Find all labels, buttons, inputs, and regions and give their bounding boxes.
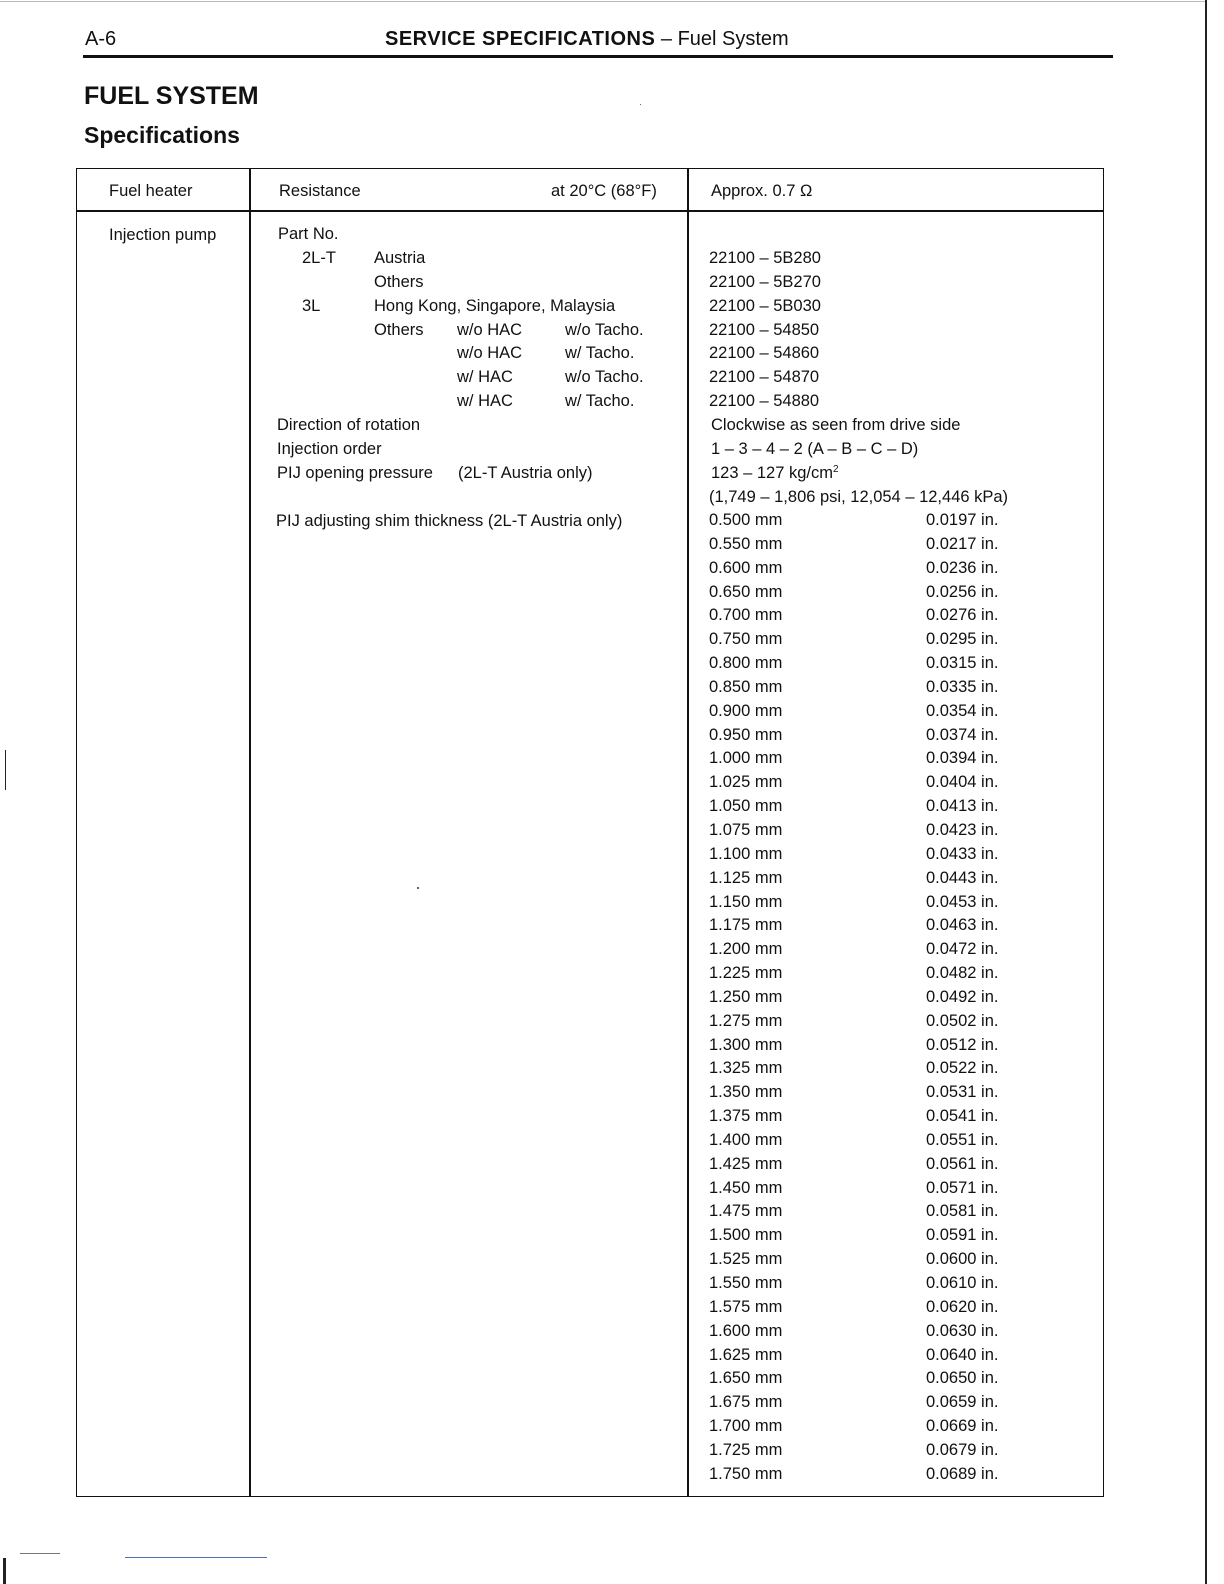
- shim-row: [709, 1106, 1029, 1130]
- shim-mm: 1.275 mm: [709, 1011, 783, 1030]
- shim-mm: 0.550 mm: [709, 534, 783, 553]
- scan-mark: [3, 1558, 6, 1584]
- shim-thickness-label: PIJ adjusting shim thickness (2L-T Austria only): [276, 512, 623, 530]
- shim-mm: 1.475 mm: [709, 1202, 783, 1221]
- shim-mm: 1.750 mm: [709, 1464, 783, 1483]
- hac-option: w/ HAC: [457, 392, 513, 410]
- pij-pressure-alt: (1,749 – 1,806 psi, 12,054 – 12,446 kPa): [709, 488, 1009, 506]
- shim-row: [709, 677, 1029, 701]
- shim-in: 0.0581 in.: [926, 1202, 999, 1221]
- shim-in: 0.0443 in.: [926, 868, 999, 887]
- shim-row: [709, 987, 1029, 1011]
- shim-in: 0.0669 in.: [926, 1417, 999, 1436]
- shim-in: 0.0630 in.: [926, 1321, 999, 1340]
- part-number: 22100 – 5B280: [709, 249, 821, 267]
- shim-in: 0.0551 in.: [926, 1130, 999, 1149]
- pij-pressure-value: [711, 463, 839, 483]
- shim-row: [709, 939, 1029, 963]
- shim-in: 0.0522 in.: [926, 1059, 999, 1078]
- tacho-option: w/o Tacho.: [565, 368, 644, 386]
- part-number: 22100 – 54850: [709, 321, 820, 339]
- market-hk-sg-my: Hong Kong, Singapore, Malaysia: [374, 297, 616, 315]
- part-number: 22100 – 5B030: [709, 297, 821, 315]
- shim-in: 0.0236 in.: [926, 558, 999, 577]
- shim-in: 0.0689 in.: [926, 1464, 999, 1483]
- shim-mm: 0.950 mm: [709, 725, 783, 744]
- pij-pressure-metric: 123 – 127 kg/cm: [711, 464, 833, 482]
- market-others: Others: [374, 273, 424, 291]
- shim-row: [709, 701, 1029, 725]
- page-subheading: Specifications: [84, 122, 240, 148]
- shim-in: 0.0295 in.: [926, 630, 999, 649]
- shim-in: 0.0433 in.: [926, 844, 999, 863]
- shim-row: [709, 1011, 1029, 1035]
- spec-table: [76, 168, 1104, 1497]
- tacho-option: w/ Tacho.: [565, 392, 635, 410]
- shim-mm: 1.450 mm: [709, 1178, 783, 1197]
- shim-in: 0.0413 in.: [926, 797, 999, 816]
- shim-mm: 0.600 mm: [709, 558, 783, 577]
- shim-mm: 1.400 mm: [709, 1130, 783, 1149]
- shim-mm: 0.800 mm: [709, 654, 783, 673]
- scan-edge-right: [1205, 0, 1207, 1584]
- shim-mm: 1.650 mm: [709, 1369, 783, 1388]
- shim-in: 0.0335 in.: [926, 677, 999, 696]
- shim-in: 0.0482 in.: [926, 964, 999, 983]
- page-number: A-6: [85, 28, 117, 50]
- shim-mm: 1.150 mm: [709, 892, 783, 911]
- shim-row: [709, 534, 1029, 558]
- shim-in: 0.0541 in.: [926, 1107, 999, 1126]
- shim-in: 0.0217 in.: [926, 534, 999, 553]
- shim-row: [709, 1201, 1029, 1225]
- part-number: 22100 – 54860: [709, 344, 820, 362]
- shim-mm: 1.700 mm: [709, 1417, 783, 1436]
- pij-pressure-exponent: 2: [833, 464, 839, 475]
- shim-in: 0.0404 in.: [926, 773, 999, 792]
- shim-mm: 1.525 mm: [709, 1250, 783, 1269]
- shim-row: [709, 1392, 1029, 1416]
- market-others: Others: [374, 321, 424, 339]
- shim-in: 0.0423 in.: [926, 820, 999, 839]
- shim-in: 0.0591 in.: [926, 1226, 999, 1245]
- shim-in: 0.0600 in.: [926, 1250, 999, 1269]
- shim-mm: 1.500 mm: [709, 1226, 783, 1245]
- hac-option: w/ HAC: [457, 368, 513, 386]
- shim-in: 0.0679 in.: [926, 1440, 999, 1459]
- injection-order-value: 1 – 3 – 4 – 2 (A – B – C – D): [711, 440, 919, 458]
- part-number: 22100 – 5B270: [709, 273, 821, 291]
- shim-row: [709, 725, 1029, 749]
- shim-in: 0.0374 in.: [926, 725, 999, 744]
- shim-in: 0.0394 in.: [926, 749, 999, 768]
- shim-row: [709, 796, 1029, 820]
- shim-mm: 0.900 mm: [709, 701, 783, 720]
- section-title-sub: Fuel System: [677, 28, 789, 50]
- shim-row: [709, 1249, 1029, 1273]
- shim-in: 0.0650 in.: [926, 1369, 999, 1388]
- shim-row: [709, 1416, 1029, 1440]
- shim-mm: 1.250 mm: [709, 987, 783, 1006]
- shim-mm: 0.850 mm: [709, 677, 783, 696]
- shim-row: [709, 1368, 1029, 1392]
- shim-mm: 1.725 mm: [709, 1440, 783, 1459]
- shim-in: 0.0453 in.: [926, 892, 999, 911]
- shim-row: [709, 748, 1029, 772]
- page-header: [85, 28, 1113, 52]
- shim-mm: 1.050 mm: [709, 797, 783, 816]
- shim-in: 0.0610 in.: [926, 1274, 999, 1292]
- shim-row: [709, 558, 1029, 582]
- shim-in: 0.0197 in.: [926, 511, 999, 529]
- shim-row: [709, 1225, 1029, 1249]
- section-title-separator: –: [660, 28, 672, 50]
- shim-row: [709, 868, 1029, 892]
- shim-row: [709, 1273, 1029, 1297]
- shim-in: 0.0315 in.: [926, 654, 999, 673]
- shim-row: [709, 1321, 1029, 1345]
- hac-option: w/o HAC: [457, 321, 523, 339]
- shim-row: [709, 1297, 1029, 1321]
- shim-mm: 1.225 mm: [709, 964, 783, 983]
- shim-row: [709, 772, 1029, 796]
- shim-row: [709, 820, 1029, 844]
- shim-in: 0.0472 in.: [926, 940, 999, 959]
- shim-in: 0.0561 in.: [926, 1154, 999, 1173]
- shim-in: 0.0256 in.: [926, 582, 999, 601]
- shim-row: [709, 915, 1029, 939]
- injection-order-label: Injection order: [277, 440, 382, 458]
- shim-in: 0.0463 in.: [926, 916, 999, 935]
- scan-edge-top: [0, 1, 1207, 2]
- shim-thickness-list: [709, 510, 1029, 1488]
- shim-row: [709, 582, 1029, 606]
- tacho-option: w/ Tacho.: [565, 344, 635, 362]
- section-title-main: SERVICE SPECIFICATIONS: [385, 28, 656, 50]
- page-heading: FUEL SYSTEM: [84, 82, 259, 110]
- shim-in: 0.0512 in.: [926, 1035, 999, 1054]
- shim-mm: 1.625 mm: [709, 1345, 783, 1364]
- shim-row: [709, 629, 1029, 653]
- shim-in: 0.0659 in.: [926, 1393, 999, 1412]
- scan-mark: [20, 1553, 60, 1554]
- shim-in: 0.0492 in.: [926, 987, 999, 1006]
- resistance-condition: at 20°C (68°F): [551, 182, 657, 200]
- engine-3l: 3L: [302, 297, 321, 315]
- shim-mm: 1.175 mm: [709, 916, 783, 935]
- shim-row: [709, 1440, 1029, 1464]
- shim-row: [709, 963, 1029, 987]
- shim-row: [709, 892, 1029, 916]
- shim-row: [709, 1058, 1029, 1082]
- engine-2lt: 2L-T: [302, 249, 336, 267]
- scan-mark: [5, 750, 6, 790]
- shim-mm: 1.600 mm: [709, 1321, 783, 1340]
- shim-mm: 1.575 mm: [709, 1297, 783, 1316]
- scan-speck: [417, 887, 419, 889]
- shim-in: 0.0640 in.: [926, 1345, 999, 1364]
- column-divider: [687, 169, 689, 1496]
- section-title: [385, 28, 789, 51]
- shim-row: [709, 1345, 1029, 1369]
- shim-row: [709, 1035, 1029, 1059]
- part-no-label: Part No.: [278, 225, 339, 243]
- shim-row: [709, 605, 1029, 629]
- pij-pressure-note: (2L-T Austria only): [458, 464, 593, 482]
- shim-mm: 0.650 mm: [709, 582, 783, 601]
- shim-mm: 1.300 mm: [709, 1035, 783, 1054]
- shim-in: 0.0531 in.: [926, 1083, 999, 1102]
- shim-mm: 1.100 mm: [709, 844, 783, 863]
- shim-mm: 1.425 mm: [709, 1154, 783, 1173]
- resistance-value: Approx. 0.7 Ω: [711, 182, 813, 200]
- resistance-label: Resistance: [279, 182, 361, 200]
- shim-row: [709, 1154, 1029, 1178]
- shim-mm: 1.200 mm: [709, 940, 783, 959]
- shim-in: 0.0571 in.: [926, 1178, 999, 1197]
- rotation-label: Direction of rotation: [277, 416, 421, 434]
- shim-in: 0.0276 in.: [926, 606, 999, 625]
- hac-option: w/o HAC: [457, 344, 523, 362]
- shim-row: [709, 1130, 1029, 1154]
- shim-mm: 1.075 mm: [709, 820, 783, 839]
- shim-row: [709, 653, 1029, 677]
- part-number: 22100 – 54870: [709, 368, 820, 386]
- shim-mm: 1.025 mm: [709, 773, 783, 792]
- shim-in: 0.0354 in.: [926, 701, 999, 720]
- market-austria: Austria: [374, 249, 426, 267]
- tacho-option: w/o Tacho.: [565, 321, 644, 339]
- shim-row: [709, 1178, 1029, 1202]
- shim-mm: 1.000 mm: [709, 749, 783, 768]
- fuel-heater-label: Fuel heater: [109, 182, 193, 200]
- shim-mm: 1.550 mm: [709, 1274, 783, 1292]
- shim-row: [709, 1464, 1029, 1488]
- shim-mm: 1.350 mm: [709, 1083, 783, 1102]
- scan-mark: [125, 1557, 267, 1558]
- column-divider: [249, 169, 251, 1496]
- row-divider: [77, 210, 1103, 212]
- shim-mm: 0.750 mm: [709, 630, 783, 649]
- shim-mm: 1.125 mm: [709, 868, 783, 887]
- shim-mm: 1.675 mm: [709, 1393, 783, 1412]
- shim-mm: 1.325 mm: [709, 1059, 783, 1078]
- part-number: 22100 – 54880: [709, 392, 820, 410]
- shim-row: [709, 510, 1029, 534]
- shim-row: [709, 1082, 1029, 1106]
- shim-row: [709, 844, 1029, 868]
- shim-mm: 0.700 mm: [709, 606, 783, 625]
- shim-mm: 1.375 mm: [709, 1107, 783, 1126]
- shim-mm: 0.500 mm: [709, 511, 783, 529]
- scan-speck: [640, 104, 641, 105]
- shim-in: 0.0620 in.: [926, 1297, 999, 1316]
- rotation-value: Clockwise as seen from drive side: [711, 416, 961, 434]
- shim-in: 0.0502 in.: [926, 1011, 999, 1030]
- injection-pump-label: Injection pump: [109, 226, 217, 244]
- header-rule: [83, 55, 1113, 58]
- pij-pressure-label: PIJ opening pressure: [277, 464, 433, 482]
